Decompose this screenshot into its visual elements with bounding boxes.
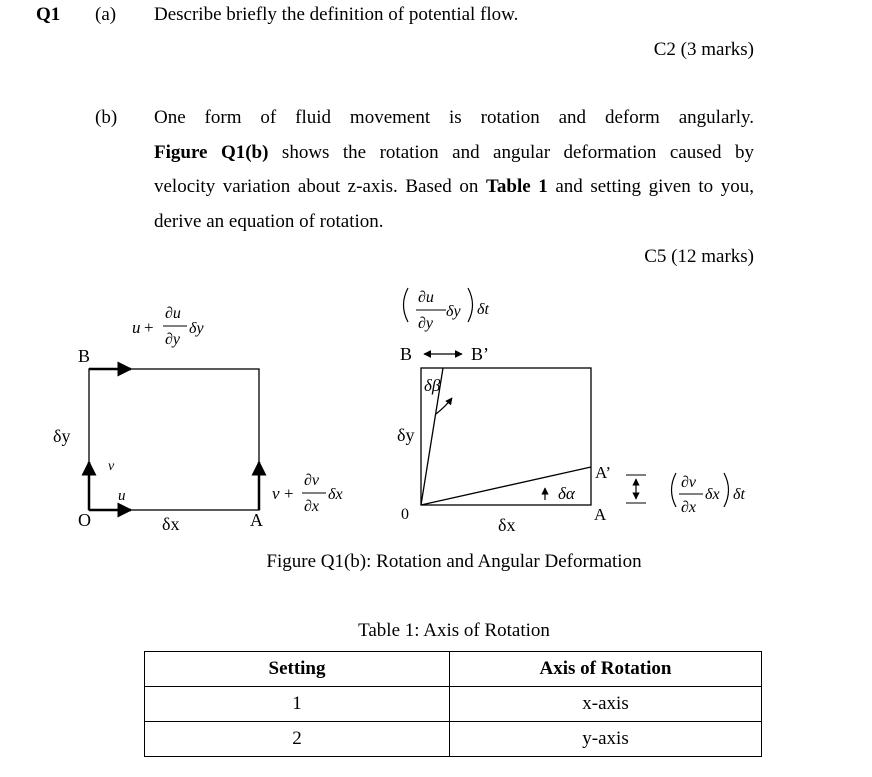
table-row	[145, 722, 762, 757]
side-delta-x: δx	[705, 486, 720, 503]
left-label-B: B	[78, 346, 91, 366]
right-v-symbol: v	[272, 484, 280, 503]
left-label-u: u	[118, 488, 126, 504]
right-label-B: B	[400, 344, 413, 364]
top-dy: ∂y	[418, 315, 434, 332]
part-b-line-4: derive an equation of rotation.	[154, 210, 384, 232]
part-b-line-1: One form of fluid movement is rotation and deform angularly.	[154, 107, 754, 128]
part-a-text: Describe briefly the definition of potential flow.	[154, 4, 519, 25]
row-1-axis: x-axis	[450, 687, 762, 722]
right-label-dx: δx	[498, 515, 516, 535]
top-du-numerator: ∂u	[165, 305, 181, 322]
label-delta-beta: δβ	[424, 376, 441, 395]
table-row	[145, 687, 762, 722]
top-delta-t: δt	[477, 301, 489, 318]
part-b-line-2-rest: shows the rotation and angular deformation caused by	[268, 141, 754, 163]
side-left-paren	[672, 473, 677, 507]
left-label-v: v	[108, 459, 115, 474]
part-b-line-3-post: and setting given to you,	[547, 176, 754, 197]
left-diagram	[53, 305, 343, 534]
right-diagram	[397, 288, 745, 535]
left-label-dx: δx	[162, 514, 180, 534]
row-2-axis: y-axis	[450, 722, 762, 757]
top-plus: +	[144, 318, 154, 337]
top-left-paren	[404, 288, 409, 322]
top-delta-y: δy	[446, 303, 461, 320]
label-delta-alpha: δα	[558, 484, 575, 503]
row-1-setting: 1	[145, 687, 450, 722]
left-label-dy: δy	[53, 426, 71, 446]
right-label-Aprime: A’	[595, 463, 612, 482]
figure-reference: Figure Q1(b)	[154, 141, 269, 163]
side-right-paren	[724, 473, 729, 507]
part-a-label: (a)	[95, 4, 117, 25]
right-plus: +	[284, 484, 294, 503]
row-2-setting: 2	[145, 722, 450, 757]
axis-of-rotation-table	[144, 651, 762, 757]
table-header-row	[145, 652, 762, 687]
part-b-marks: C5 (12 marks)	[644, 246, 754, 267]
right-label-dy: δy	[397, 425, 415, 445]
left-label-A: A	[250, 510, 263, 530]
right-label-0: 0	[401, 506, 409, 523]
part-b-label: (b)	[95, 107, 118, 128]
right-dx-denominator: ∂x	[304, 498, 320, 515]
side-dv: ∂v	[681, 474, 697, 491]
right-label-Bprime: B’	[471, 344, 489, 364]
fluid-element-rect	[89, 369, 259, 510]
side-dx-den: ∂x	[681, 499, 697, 516]
top-u-symbol: u	[132, 318, 141, 337]
question-number: Q1	[36, 4, 61, 25]
header-setting: Setting	[145, 652, 450, 687]
header-axis-of-rotation: Axis of Rotation	[450, 652, 762, 687]
top-du: ∂u	[418, 289, 434, 306]
left-label-O: O	[78, 510, 91, 530]
figure-caption: Figure Q1(b): Rotation and Angular Deformation	[266, 551, 642, 572]
top-delta-y: δy	[189, 320, 204, 337]
right-dv-numerator: ∂v	[304, 472, 320, 489]
table-title: Table 1: Axis of Rotation	[358, 620, 550, 641]
top-right-paren	[468, 288, 473, 322]
top-dy-denominator: ∂y	[165, 331, 181, 348]
side-delta-t: δt	[733, 486, 745, 503]
part-b-line-3-pre: velocity variation about z-axis. Based on	[154, 176, 486, 197]
right-delta-x: δx	[328, 486, 343, 503]
part-a-marks: C2 (3 marks)	[653, 39, 754, 60]
table-reference: Table 1	[485, 176, 548, 197]
right-label-A: A	[594, 505, 607, 524]
